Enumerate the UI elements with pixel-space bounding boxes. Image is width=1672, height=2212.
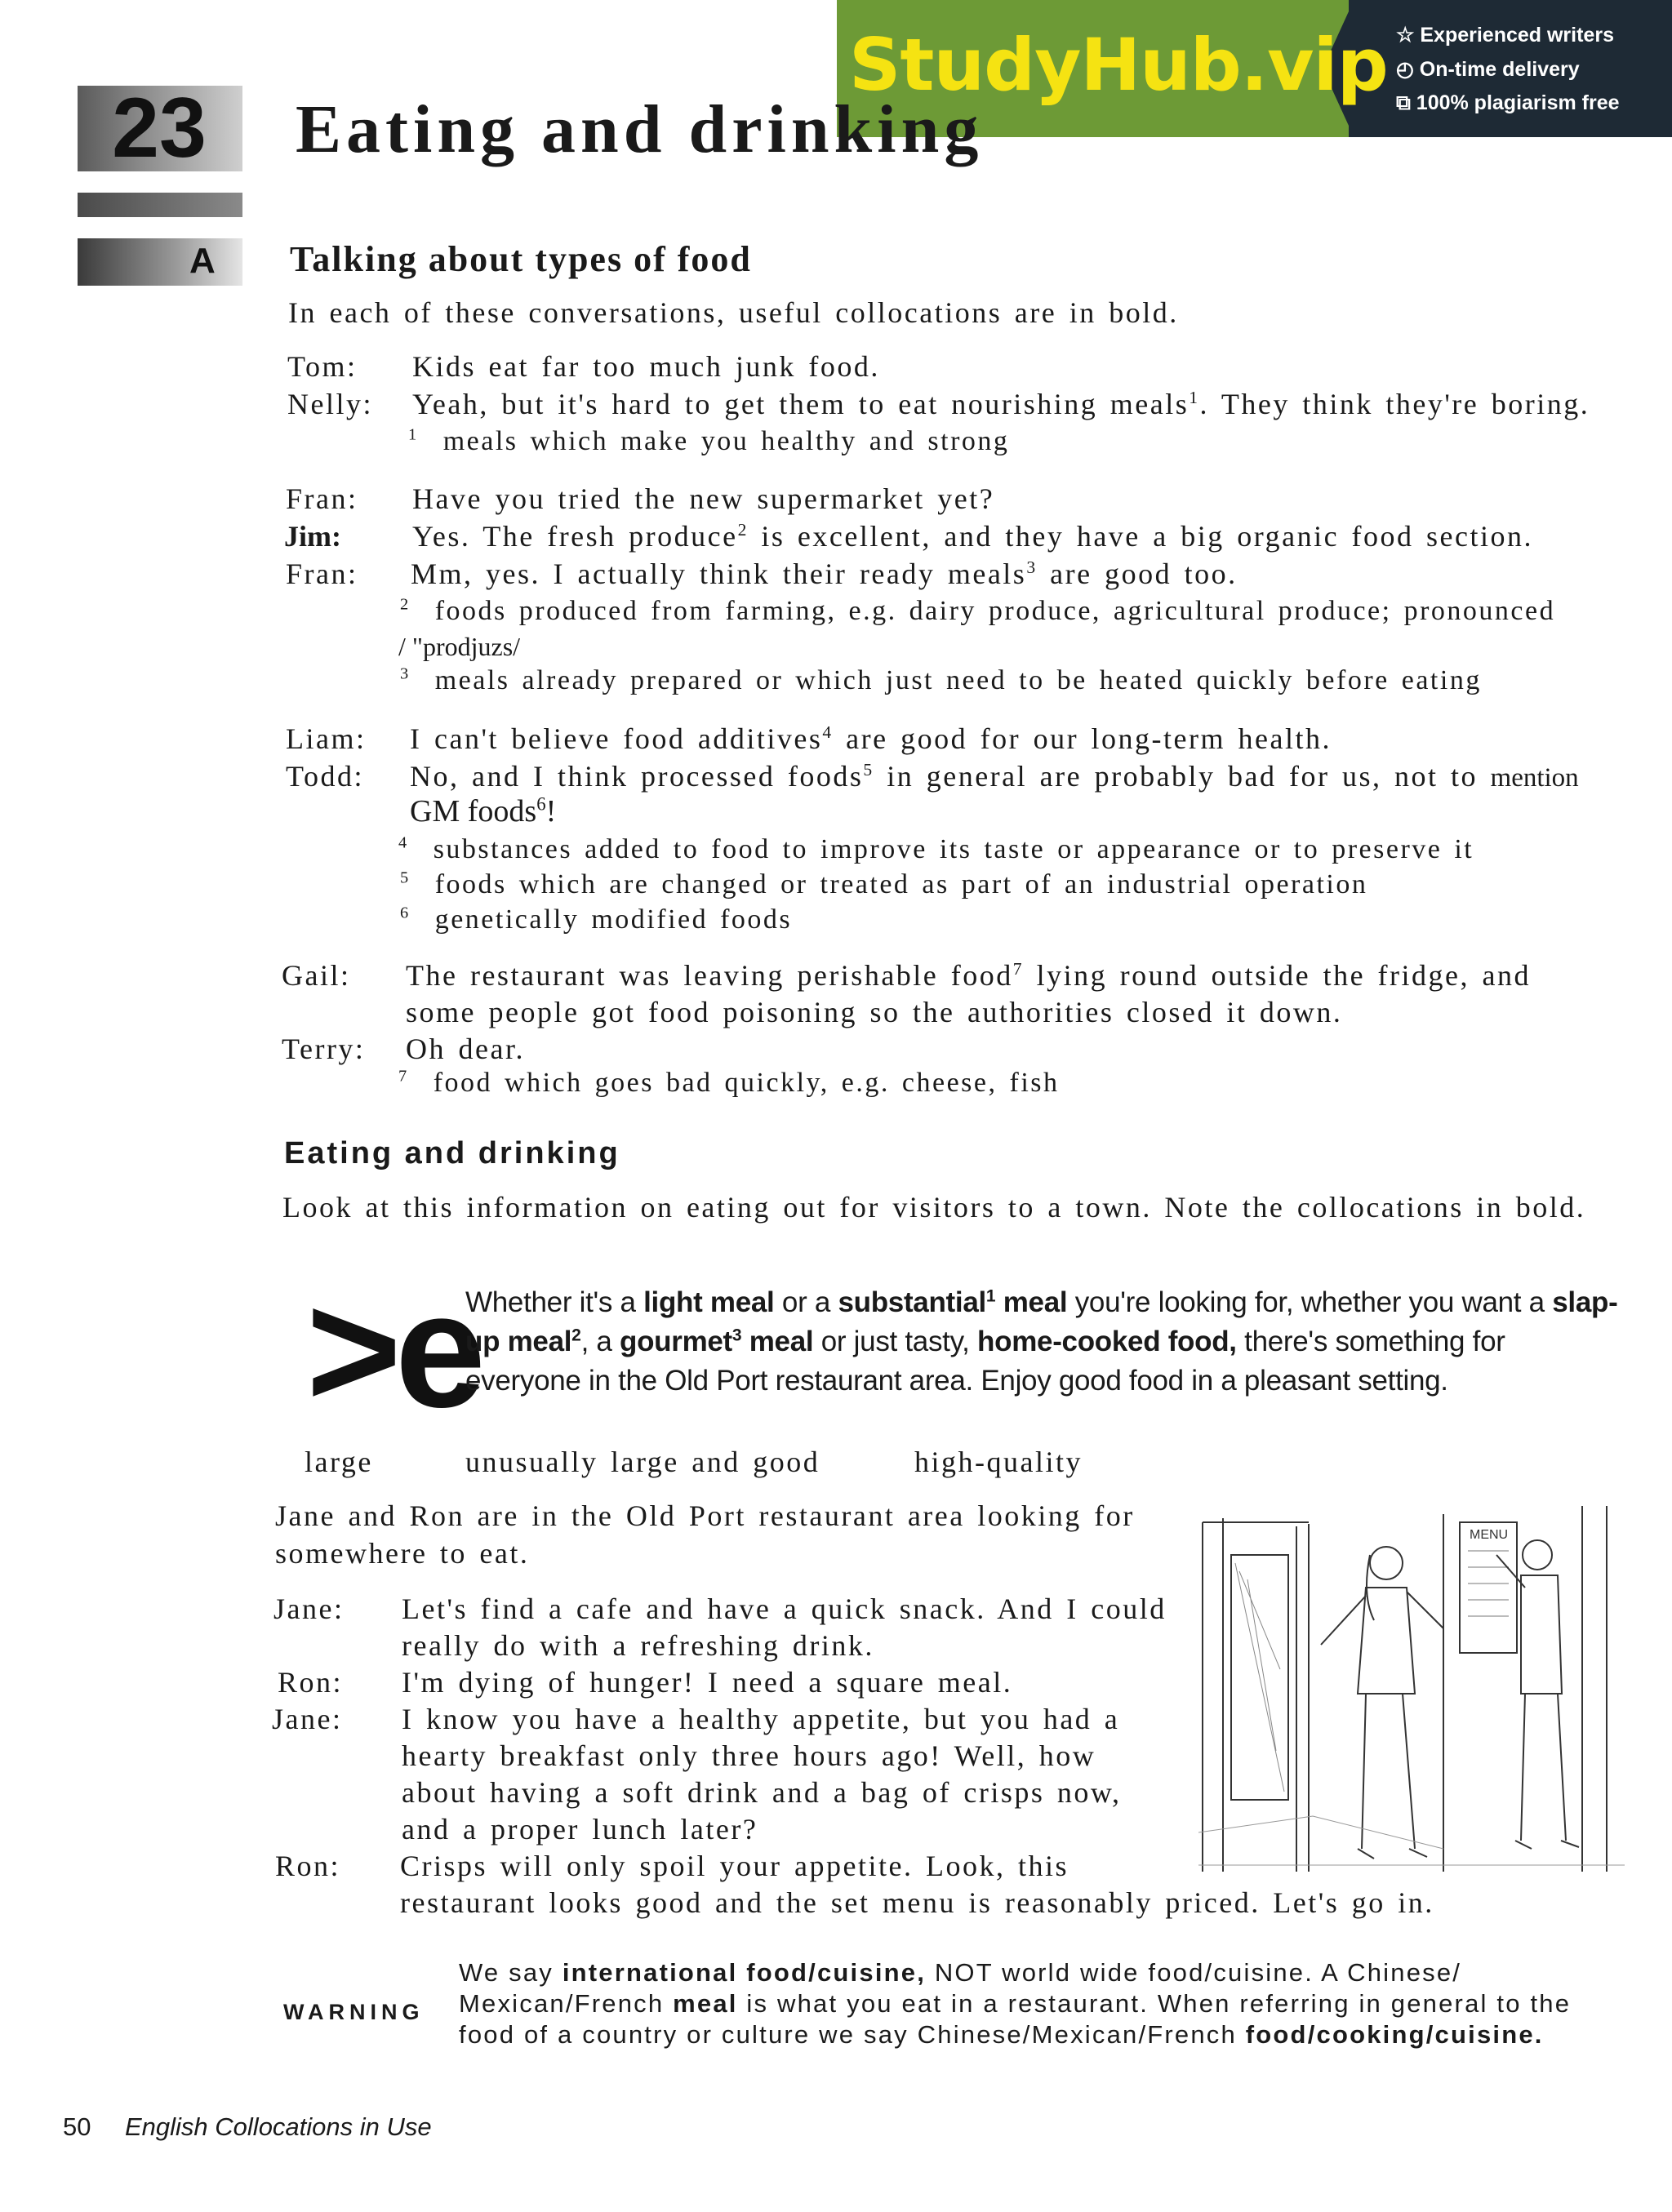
page-number: 50 [63,2112,91,2141]
line-gail-2: some people got food poisoning so the authorities closed it down. [406,996,1343,1028]
section-a-heading: Talking about types of food [290,239,752,279]
footnote-2-pronunciation: / "prodjuzs/ [398,632,521,661]
line-fran-1: Have you tried the new supermarket yet? [412,482,995,515]
restaurant-promo-text: Whether it's a light meal or a substantial$^1$ meal you're looking for, whether you want a slap-up meal$^2$, a gourmet$^3$ meal or just tasty, home-cooked food, there's something for everyone in the Old Port restaurant area. Enjoy good food in a pleasant setting. [465,1286,1618,1397]
line-terry: Oh dear. [406,1033,525,1065]
line-jane-2b: hearty breakfast only three hours ago! Well, how [402,1739,1096,1772]
line-ron-2a: Crisps will only spoil your appetite. Look, this [400,1850,1069,1882]
feature-delivery: ◴ On-time delivery [1396,58,1580,81]
speaker-terry: Terry: [282,1033,366,1065]
clock-icon: ◴ [1396,58,1420,81]
line-jane-2a: I know you have a healthy appetite, but you had a [402,1703,1120,1735]
brand-logo[interactable]: StudyHub.vip [849,23,1388,107]
section-b-intro2-line1: Jane and Ron are in the Old Port restaurant area looking for [275,1499,1135,1532]
footnote-5: $^5$ foods which are changed or treated as part of an industrial operation [400,868,1368,899]
decorative-logo: >e [306,1259,480,1441]
gloss-1: large [305,1446,373,1478]
section-b-intro2-line2: somewhere to eat. [275,1537,530,1570]
footnote-6: $^6$ genetically modified foods [400,904,793,935]
footnote-4: $^4$ substances added to food to improve its taste or appearance or to preserve it [398,833,1474,864]
line-liam: I can't believe food additives$^4$ are good for our long-term health. [410,722,1332,755]
speaker-ron: Ron: [278,1666,344,1699]
line-fran-2: Mm, yes. I actually think their ready meals$^3$ are good too. [411,557,1238,590]
document-check-icon: ⧉ [1396,91,1416,114]
feature-writers: ☆ Experienced writers [1396,24,1614,47]
speaker-todd: Todd: [286,760,364,793]
speaker-nelly: Nelly: [287,388,373,420]
line-todd-2: GM foods$^6$! [410,793,557,828]
footnote-2: $^2$ foods produced from farming, e.g. dairy produce, agricultural produce; pronounced [400,595,1556,626]
line-jane-1b: really do with a refreshing drink. [402,1629,874,1662]
warning-label: WARNING [283,2000,425,2024]
line-ron-1: I'm dying of hunger! I need a square meal. [402,1666,1013,1699]
section-a-intro: In each of these conversations, useful collocations are in bold. [288,296,1179,329]
gloss-2: unusually large and good [465,1446,820,1478]
menu-sign-text: MENU [1470,1528,1509,1542]
feature-plagiarism: ⧉ 100% plagiarism free [1396,91,1620,114]
book-title: English Collocations in Use [125,2112,432,2141]
speaker-tom: Tom: [287,350,358,383]
footnote-1: $^1$ meals which make you healthy and strong [408,425,1010,456]
unit-number: 23 [112,81,207,175]
gloss-3: high-quality [914,1446,1083,1478]
line-nelly: Yeah, but it's hard to get them to eat nourishing meals$^1$. They think they're boring. [412,388,1590,420]
speaker-jane: Jane: [273,1592,345,1625]
speaker-fran-2: Fran: [286,557,358,590]
line-jim: Yes. The fresh produce$^2$ is excellent, and they have a big organic food section. [412,520,1534,553]
speaker-jane-2: Jane: [272,1703,343,1735]
section-a-letter: A [189,241,216,281]
star-icon: ☆ [1396,24,1421,47]
line-jane-2d: and a proper lunch later? [402,1813,758,1846]
speaker-gail: Gail: [282,959,351,992]
section-b-intro: Look at this information on eating out for visitors to a town. Note the collocations in bold. [282,1191,1586,1224]
line-tom: Kids eat far too much junk food. [412,350,880,383]
line-jane-2c: about having a soft drink and a bag of crisps now, [402,1776,1122,1809]
section-a-marker [78,238,242,286]
speaker-jim: Jim: [284,520,341,553]
restaurant-illustration [1198,1506,1625,1872]
speaker-liam: Liam: [286,722,367,755]
footnote-3: $^3$ meals already prepared or which just need to be heated quickly before eating [400,664,1482,695]
unit-divider-bar [78,193,242,217]
warning-text: We say international food/cuisine, NOT world wide food/cuisine. A Chinese/ Mexican/French meal is what you eat in a restaurant. When referring in general to the food of a country or culture we say Chinese/Mexican/French food/cooking/cuisine. [459,1958,1572,2049]
speaker-fran: Fran: [286,482,358,515]
line-ron-2b: restaurant looks good and the set menu is reasonably priced. Let's go in. [400,1886,1434,1919]
speaker-ron-2: Ron: [275,1850,341,1882]
footnote-7: $^7$ food which goes bad quickly, e.g. cheese, fish [398,1067,1060,1098]
section-b-heading: Eating and drinking [284,1136,620,1170]
line-gail: The restaurant was leaving perishable food$^7$ lying round outside the fridge, and [406,959,1531,992]
line-jane-1a: Let's find a cafe and have a quick snack. And I could [402,1592,1167,1625]
unit-title: Eating and drinking [296,91,984,167]
line-todd: No, and I think processed foods$^5$ in general are probably bad for us, not to mention [410,760,1579,793]
